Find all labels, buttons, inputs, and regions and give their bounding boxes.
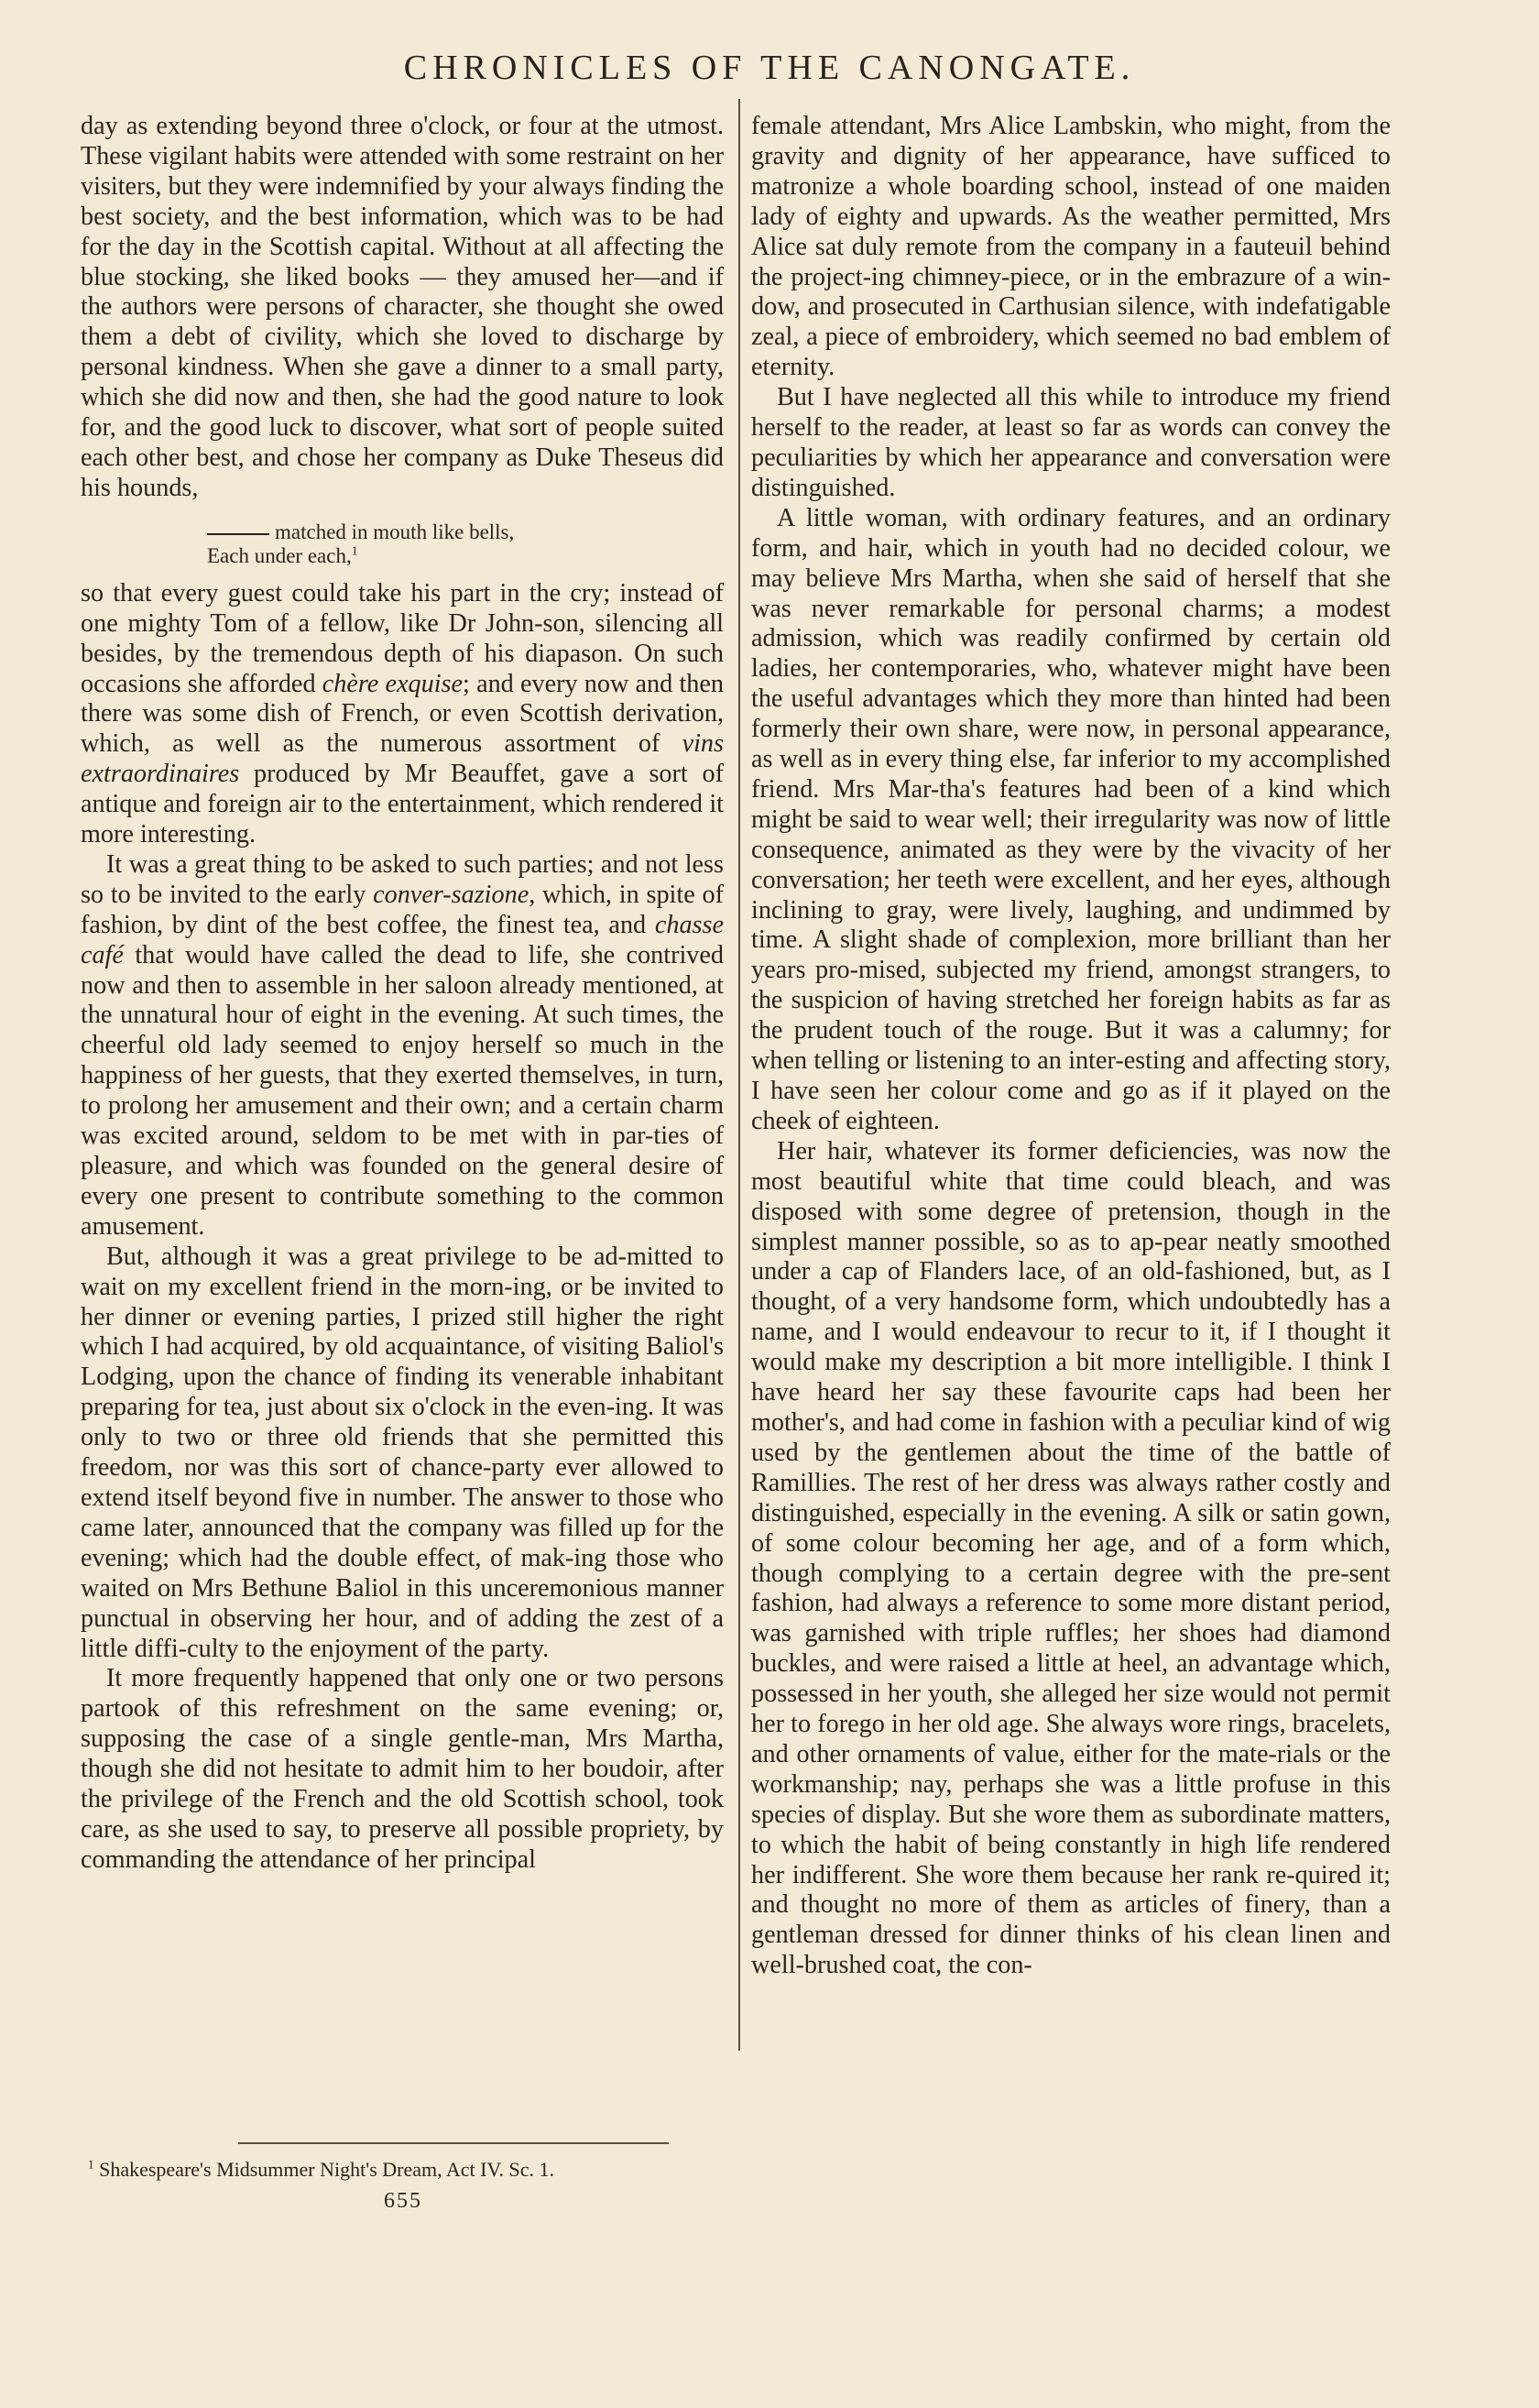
left-paragraph-1: day as extending beyond three o'clock, or four at the utmost. These vigilant habits were attended with some restraint on her visiters, but they were indemnified by your always finding the best society, and the best information, which was to be had for the day in the Scottish capital. Without at all affecting the blue stocking, she liked books — they amused her—and if the authors were persons of character, she thought she owed them a debt of civility, which she loved to discharge by personal kindness. When she gave a dinner to a small party, which she did now and then, she had the good nature to look for, and the good luck to discover, what sort of people suited each other best, and chose her company as Duke Theseus did his hounds, <box>81 112 724 502</box>
italic-run: vins extraordinaires <box>81 729 724 789</box>
verse-quotation <box>81 520 724 568</box>
text-run: , which, in spite of fashion, by dint of the best coffee, the finest tea, and <box>81 880 724 939</box>
quote-dash <box>207 533 269 535</box>
left-paragraph-4: But, although it was a great privilege to be ad-mitted to wait on my excellent friend in the morn-ing, or be invited to her dinner or evening parties, I prized still higher the right which I had acquired, by old acquaintance, of visiting Baliol's Lodging, upon the chance of finding its venerable inhabitant preparing for tea, just about six o'clock in the even-ing. It was only to two or three old friends that she permitted this freedom, nor was this sort of chance-party ever allowed to extend itself beyond five in number. The answer to those who came later, announced that the company was filled up for the evening; which had the double effect, of mak-ing those who waited on Mrs Bethune Baliol in this unceremonious manner punctual in observing her hour, and of adding the zest of a little diffi-culty to the enjoyment of the party. <box>81 1242 724 1663</box>
text-run: ; and every now and then there was some dish of French, or even Scottish derivation, which, as well as the numerous assortment of <box>81 669 724 759</box>
footnote-mark: 1 <box>88 2157 94 2172</box>
left-paragraph-3 <box>81 850 724 1242</box>
text-run: so that every guest could take his part in the cry; instead of one mighty Tom of a fellow, like Dr John-son, silencing all besides, by the tremendous depth of his diapason. On such occasions she afforded <box>81 578 724 698</box>
quote-line-2-wrap <box>207 544 724 568</box>
column-divider <box>738 99 740 2051</box>
right-paragraph-2: But I have neglected all this while to introduce my friend herself to the reader, at least so far as words can convey the peculiarities by which her appearance and conversation were distinguished. <box>751 383 1391 502</box>
left-paragraph-2 <box>81 579 724 850</box>
right-paragraph-1: female attendant, Mrs Alice Lambskin, who might, from the gravity and dignity of her appearance, have sufficed to matronize a whole boarding school, instead of one maiden lady of eighty and upwards. As the weather permitted, Mrs Alice sat duly remote from the company in a fauteuil behind the project-ing chimney-piece, or in the embrazure of a win-dow, and prosecuted in Carthusian silence, with indefatigable zeal, a piece of embroidery, which seemed no bad emblem of eternity. <box>751 112 1391 382</box>
quote-line-2: Each under each, <box>207 543 352 567</box>
left-paragraph-5: It more frequently happened that only one or two persons partook of this refreshment on the same evening; or, supposing the case of a single gentle-man, Mrs Martha, though she did not hesitate to admit him to her boudoir, after the privilege of the French and the old Scottish school, took care, as she used to say, to preserve all possible propriety, by commanding the attendance of her principal <box>81 1664 724 1874</box>
page-number: 655 <box>384 2189 422 2213</box>
right-column <box>751 112 1391 1981</box>
right-paragraph-4: Her hair, whatever its former deficiencies, was now the most beautiful white that time could bleach, and was disposed with some degree of pretension, though in the simplest manner possible, so as to ap-pear neatly smoothed under a cap of Flanders lace, of an old-fashioned, but, as I thought, of a very handsome form, which undoubtedly has a name, and I would endeavour to recur to it, if I thought it would make my description a bit more intelligible. I think I have heard her say these favourite caps had been her mother's, and had come in fashion with a peculiar kind of wig used by the gentlemen about the time of the battle of Ramillies. The rest of her dress was always rather costly and distinguished, especially in the evening. A silk or satin gown, of some colour becoming her age, and of a form which, though complying to a certain degree with the pre-sent fashion, had always a reference to some more distant period, was garnished with triple ruffles; her shoes had diamond buckles, and were raised a little at heel, an advantage which, possessed in her youth, she alleged her size would not permit her to forego in her old age. She always wore rings, bracelets, and other ornaments of value, either for the mate-rials or the workmanship; nay, perhaps she was a little profuse in this species of display. But she wore them as subordinate matters, to which the habit of being constantly in high life rendered her indifferent. She wore them because her rank re-quired it; and thought no more of them as articles of finery, than a gentleman dressed for dinner thinks of his clean linen and well-brushed coat, the con- <box>751 1136 1391 1980</box>
text-run: that would have called the dead to life, she contrived now and then to assemble in her saloon already mentioned, at the unnatural hour of eight in the evening. At such times, the cheerful old lady seemed to enjoy herself so much in the happiness of her guests, that they exerted themselves, in turn, to prolong her amusement and their own; and a certain charm was excited around, seldom to be met with in par-ties of pleasure, and which was founded on the general desire of every one present to contribute something to the common amusement. <box>81 940 724 1241</box>
italic-run: chère exquise <box>322 669 464 698</box>
running-header: CHRONICLES OF THE CANONGATE. <box>403 49 1136 87</box>
footnote <box>88 2157 720 2183</box>
italic-run: chasse café <box>81 910 724 969</box>
left-column <box>81 112 724 1876</box>
quote-line-1: matched in mouth like bells, <box>275 520 515 543</box>
text-run: It was a great thing to be asked to such parties; and not less so to be invited to the early <box>81 849 724 909</box>
italic-run: conver-sazione <box>373 880 529 909</box>
text-run: produced by Mr Beauffet, gave a sort of antique and foreign air to the entertainment, which rendered it more interesting. <box>81 760 724 849</box>
footnote-reference[interactable]: 1 <box>351 543 358 558</box>
footnote-rule <box>238 2142 669 2144</box>
footnote-text: Shakespeare's Midsummer Night's Dream, Act IV. Sc. 1. <box>99 2158 555 2181</box>
right-paragraph-3: A little woman, with ordinary features, and an ordinary form, and hair, which in youth had no decided colour, we may believe Mrs Martha, when she said of herself that she was never remarkable for personal charms; a modest admission, which was readily confirmed by certain old ladies, her contemporaries, who, whatever might have been the useful advantages which they more than hinted had been formerly their own share, were now, in personal appearance, as well as in every thing else, far inferior to my accomplished friend. Mrs Mar-tha's features had been of a kind which might be said to wear well; their irregularity was now of little consequence, animated as they were by the vivacity of her conversation; her teeth were excellent, and her eyes, although inclining to gray, were lively, laughing, and undimmed by time. A slight shade of complexion, more brilliant than her years pro-mised, subjected my friend, amongst strangers, to the suspicion of having stretched her foreign habits as far as the prudent touch of the rouge. But it was a calumny; for when telling or listening to an inter-esting and affecting story, I have seen her colour come and go as if it played on the cheek of eighteen. <box>751 503 1391 1135</box>
